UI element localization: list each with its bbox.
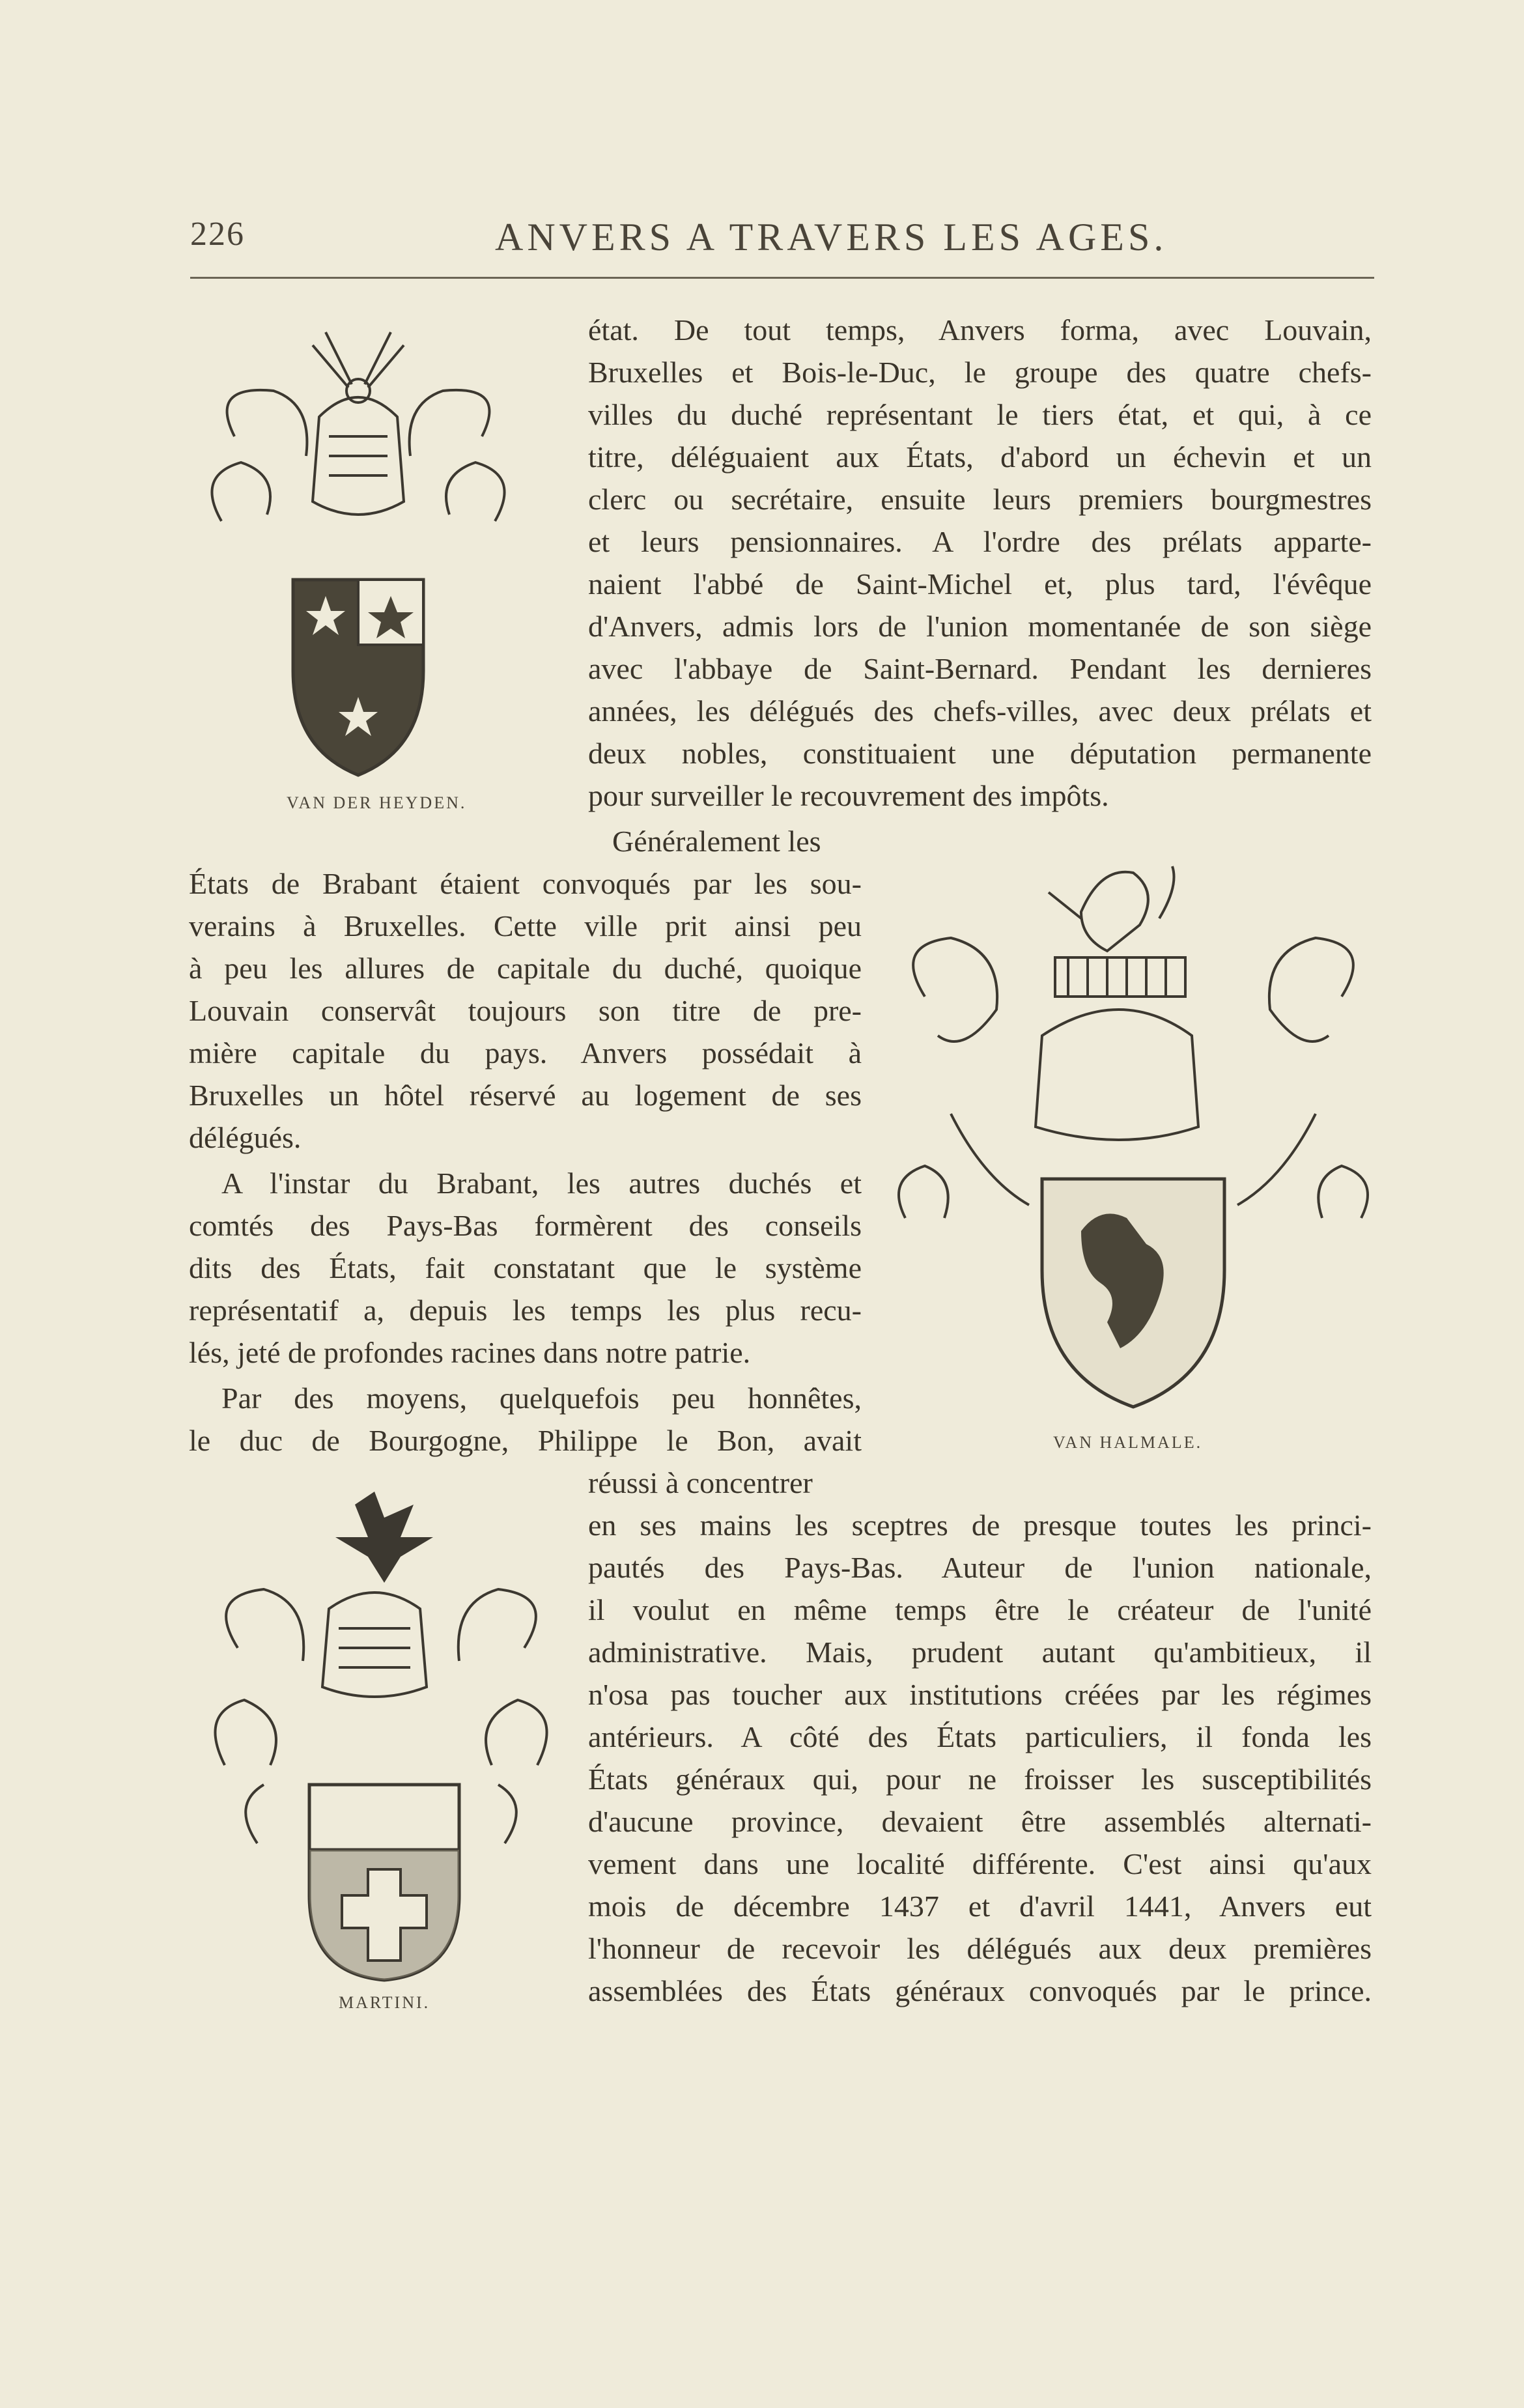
text-line: administrative. Mais, prudent autant qu'ambitieux, il <box>588 1636 1372 1669</box>
text-line: en ses mains les sceptres de presque toutes les princi- <box>588 1509 1372 1542</box>
text-line: États généraux qui, pour ne froisser les susceptibilités <box>588 1763 1372 1796</box>
text-line: mière capitale du pays. Anvers possédait à <box>189 1036 862 1069</box>
text-line: lés, jeté de profondes racines dans notre patrie. <box>189 1336 751 1369</box>
text-line: Louvain conservât toujours son titre de pre- <box>189 994 862 1027</box>
text-line: titre, déléguaient aux États, d'abord un échevin et un <box>588 440 1372 474</box>
text-line: n'osa pas toucher aux institutions créées par les régimes <box>588 1678 1372 1711</box>
caption-van-der-heyden: VAN DER HEYDEN. <box>287 793 467 812</box>
text-line: clerc ou secrétaire, ensuite leurs premiers bourgmestres <box>588 483 1372 516</box>
text-line: l'honneur de recevoir les délégués aux deux premières <box>588 1932 1372 1965</box>
text-line: villes du duché représentant le tiers état, et qui, à ce <box>588 398 1372 431</box>
text-line: représentatif a, depuis les temps les plus recu- <box>189 1294 862 1327</box>
running-title: ANVERS A TRAVERS LES AGES. <box>495 216 1168 259</box>
text-line: Généralement les <box>612 825 821 858</box>
coat-of-arms-van-der-heyden <box>195 306 560 788</box>
text-line: état. De tout temps, Anvers forma, avec Louvain, <box>588 313 1372 347</box>
text-line: dits des États, fait constatant que le système <box>189 1251 862 1284</box>
text-line: A l'instar du Brabant, les autres duchés et <box>221 1167 862 1200</box>
header-rule <box>190 277 1374 279</box>
text-line: États de Brabant étaient convoqués par les sou- <box>189 867 862 900</box>
text-line: le duc de Bourgogne, Philippe le Bon, avait <box>189 1424 862 1457</box>
text-line: délégués. <box>189 1121 302 1154</box>
text-line: antérieurs. A côté des États particuliers, il fonda les <box>588 1720 1372 1753</box>
text-line: Par des moyens, quelquefois peu honnêtes, <box>221 1381 862 1415</box>
text-line: années, les délégués des chefs-villes, avec deux prélats et <box>588 694 1372 728</box>
text-line: d'Anvers, admis lors de l'union momentanée de son siège <box>588 610 1372 643</box>
text-line: avec l'abbaye de Saint-Bernard. Pendant les dernieres <box>588 652 1372 685</box>
page-number: 226 <box>190 216 245 253</box>
text-line: deux nobles, constituaient une députation permanente <box>588 737 1372 770</box>
text-line: pautés des Pays-Bas. Auteur de l'union nationale, <box>588 1551 1372 1584</box>
text-line: comtés des Pays-Bas formèrent des conseils <box>189 1209 862 1242</box>
text-line: verains à Bruxelles. Cette ville prit ainsi peu <box>189 909 862 942</box>
text-line: il voulut en même temps être le créateur de l'unité <box>588 1593 1372 1626</box>
text-line: Bruxelles et Bois-le-Duc, le groupe des quatre chefs- <box>588 356 1372 389</box>
caption-martini: MARTINI. <box>339 1993 430 2012</box>
text-line: mois de décembre 1437 et d'avril 1441, Anvers eut <box>588 1890 1372 1923</box>
text-line: vement dans une localité différente. C'est ainsi qu'aux <box>588 1847 1372 1880</box>
coat-of-arms-van-halmale <box>886 840 1381 1426</box>
text-line: et leurs pensionnaires. A l'ordre des prélats apparte- <box>588 525 1372 558</box>
text-line: assemblées des États généraux convoqués par le prince. <box>588 1974 1372 2007</box>
caption-van-halmale: VAN HALMALE. <box>1053 1433 1203 1452</box>
coat-of-arms-martini <box>199 1479 576 1987</box>
text-line: Bruxelles un hôtel réservé au logement de ses <box>189 1079 862 1112</box>
text-line: pour surveiller le recouvrement des impôts. <box>588 779 1109 812</box>
text-line: naient l'abbé de Saint-Michel et, plus tard, l'évêque <box>588 567 1372 601</box>
text-line: à peu les allures de capitale du duché, quoique <box>189 952 862 985</box>
text-line: d'aucune province, devaient être assemblés alternati- <box>588 1805 1372 1838</box>
text-line: réussi à concentrer <box>588 1466 813 1499</box>
